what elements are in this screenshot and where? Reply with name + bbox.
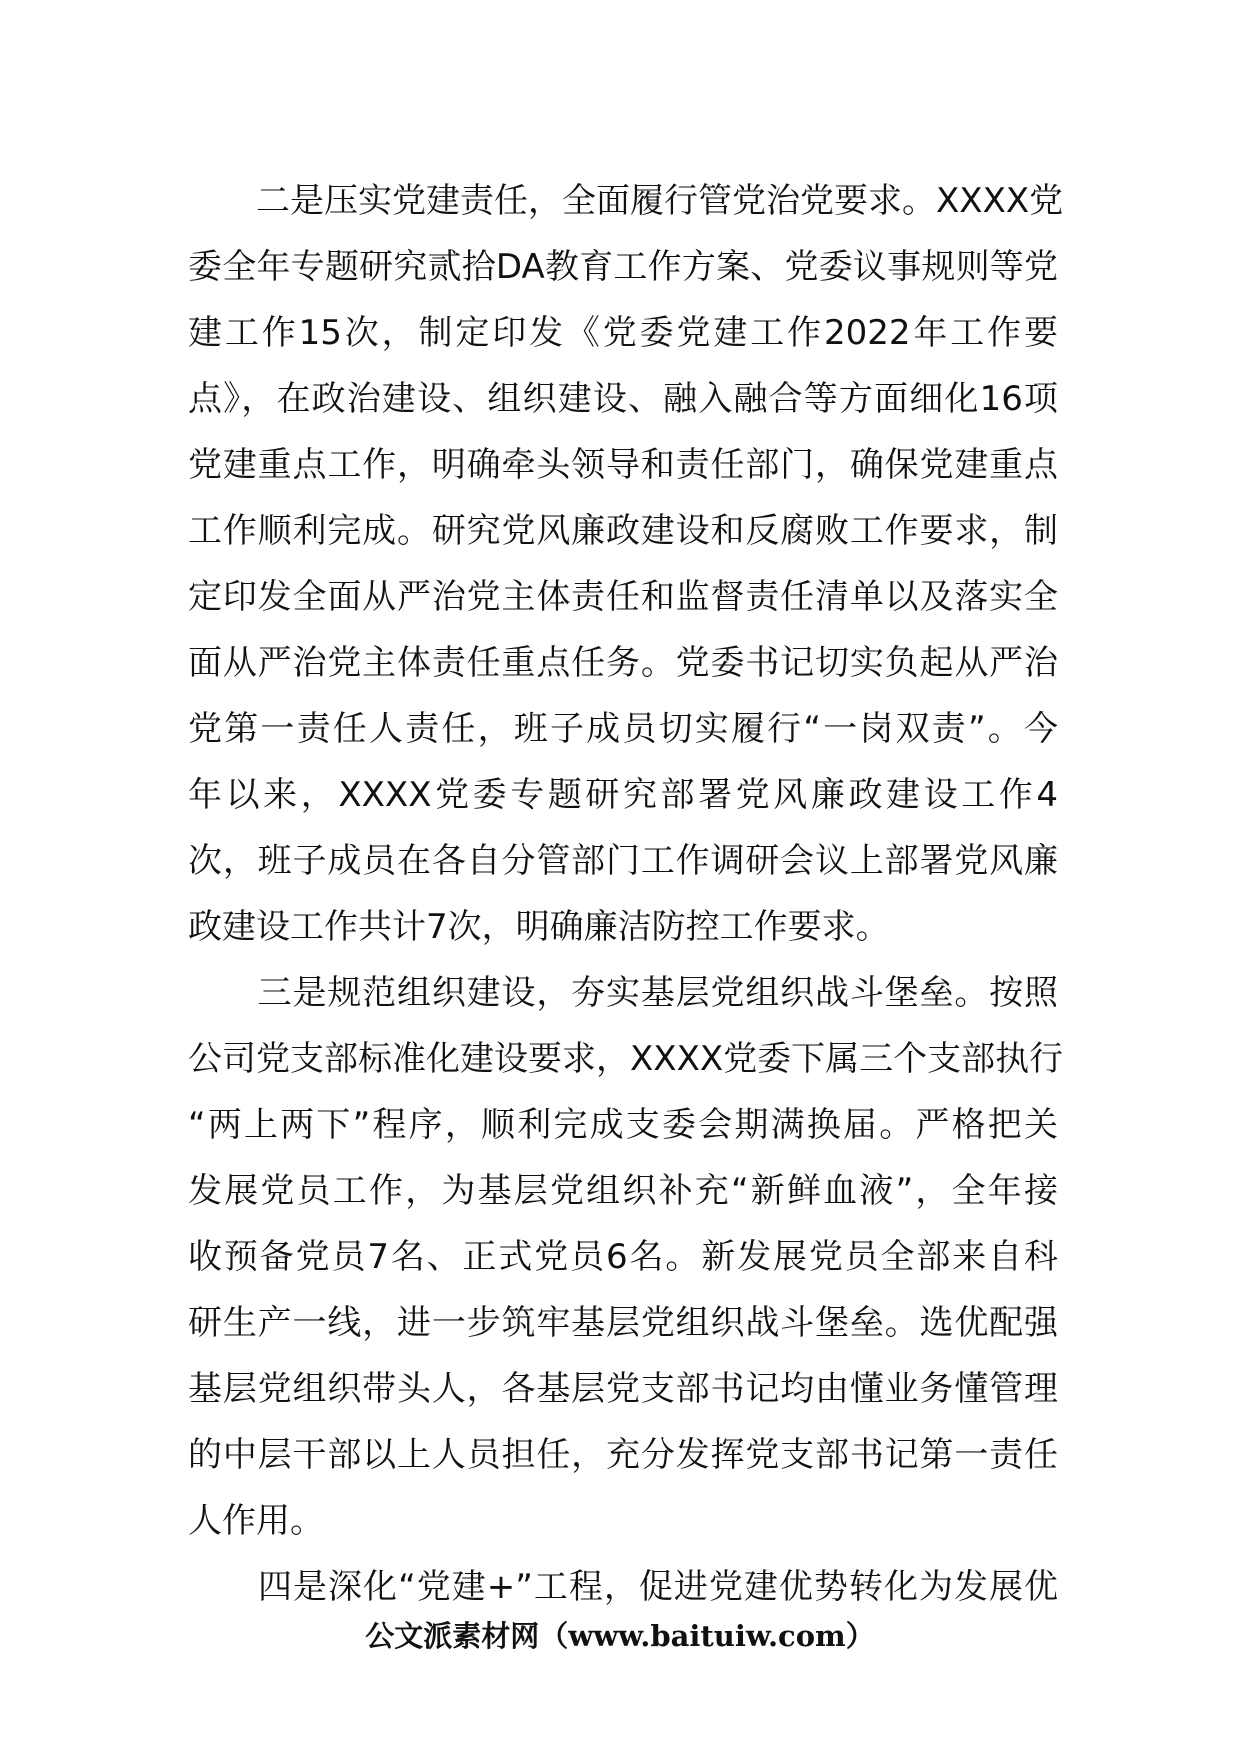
text-line: 政建设工作共计7次，明确廉洁防控工作要求。 bbox=[188, 907, 890, 947]
text-line: 建工作15次，制定印发《党委党建工作2022年工作要 bbox=[188, 313, 1058, 353]
text-line: 年以来，XXXX党委专题研究部署党风廉政建设工作4 bbox=[188, 775, 1058, 815]
text-line: “两上两下”程序，顺利完成支委会期满换届。严格把关 bbox=[188, 1105, 1058, 1145]
text-line: 基层党组织带头人，各基层党支部书记均由懂业务懂管理 bbox=[188, 1369, 1058, 1409]
text-line: 次，班子成员在各自分管部门工作调研会议上部署党风廉 bbox=[188, 841, 1058, 881]
footer-watermark: 公文派素材网（www.baituiw.com） bbox=[365, 1619, 875, 1653]
text-line: 的中层干部以上人员担任，充分发挥党支部书记第一责任 bbox=[188, 1435, 1058, 1475]
text-line: 研生产一线，进一步筑牢基层党组织战斗堡垒。选优配强 bbox=[188, 1303, 1058, 1343]
text-line: 委全年专题研究贰拾DA教育工作方案、党委议事规则等党 bbox=[188, 247, 1058, 287]
text-line: 点》，在政治建设、组织建设、融入融合等方面细化16项 bbox=[188, 379, 1058, 419]
text-line: 公司党支部标准化建设要求，XXXX党委下属三个支部执行 bbox=[188, 1039, 1064, 1079]
document-body bbox=[188, 168, 1064, 1620]
text-line: 发展党员工作，为基层党组织补充“新鲜血液”，全年接 bbox=[188, 1171, 1058, 1211]
text-line: 收预备党员7名、正式党员6名。新发展党员全部来自科 bbox=[188, 1237, 1058, 1277]
text-line: 面从严治党主体责任重点任务。党委书记切实负起从严治 bbox=[188, 643, 1058, 683]
text-line: 二是压实党建责任，全面履行管党治党要求。XXXX党 bbox=[188, 181, 1064, 221]
text-line: 定印发全面从严治党主体责任和监督责任清单以及落实全 bbox=[188, 577, 1058, 617]
text-line: 四是深化“党建+”工程，促进党建优势转化为发展优 bbox=[188, 1567, 1058, 1607]
text-line: 工作顺利完成。研究党风廉政建设和反腐败工作要求，制 bbox=[188, 511, 1058, 551]
text-line: 三是规范组织建设，夯实基层党组织战斗堡垒。按照 bbox=[188, 973, 1058, 1013]
text-line: 人作用。 bbox=[188, 1501, 324, 1541]
text-line: 党第一责任人责任，班子成员切实履行“一岗双责”。今 bbox=[188, 709, 1058, 749]
text-line: 党建重点工作，明确牵头领导和责任部门，确保党建重点 bbox=[188, 445, 1058, 485]
